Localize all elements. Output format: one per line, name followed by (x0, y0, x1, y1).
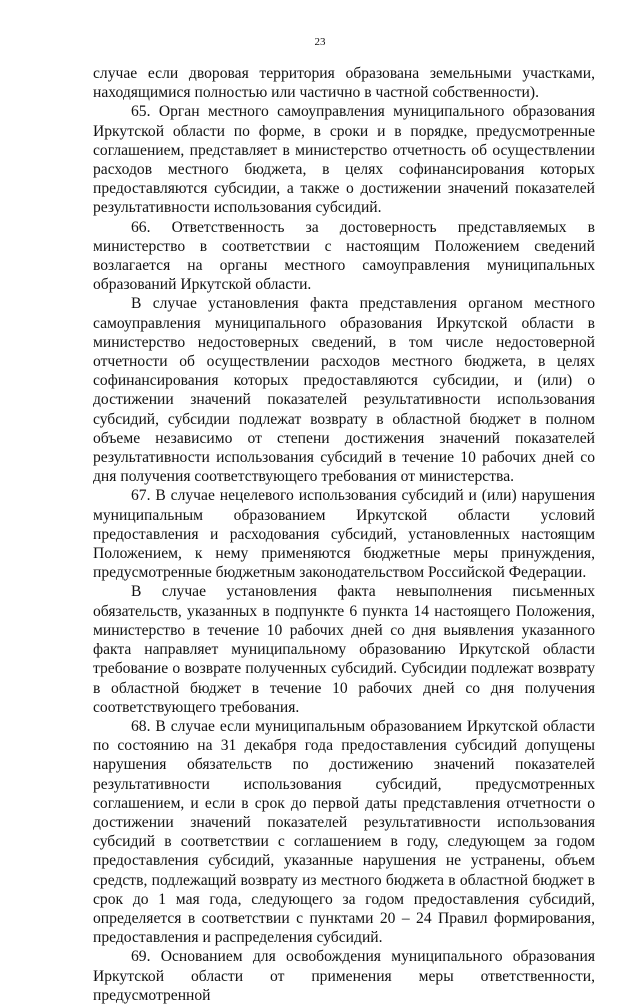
page-number: 23 (314, 36, 326, 48)
paragraph-68: 68. В случае если муниципальным образованием Иркутской области по состоянию на 31 декабря года предоставления субсидий допущены нарушения обязательств по достижению значений показателей результативности использования субсидий, предусмотренных соглашением, и если в срок до первой даты представления отчетности о достижении значений показателей результативности использования субсидий в соответствии с соглашением в году, следующем за годом предоставления субсидий, указанные нарушения не устранены, объем средств, подлежащий возврату из местного бюджета в областной бюджет в срок до 1 мая года, следующего за годом предоставления субсидий, определяется в соответствии с пунктами 20 – 24 Правил формирования, предоставления и распределения субсидий. (93, 717, 595, 947)
paragraph-69: 69. Основанием для освобождения муниципального образования Иркутской области от применения меры ответственности, предусмотренной (93, 948, 595, 1004)
paragraph-67: 67. В случае нецелевого использования субсидий и (или) нарушения муниципальным образованием Иркутской области условий предоставления и расходования субсидий, установленных настоящим Положением, к нему применяются бюджетные меры принуждения, предусмотренные бюджетным законодательством Российской Федерации. (93, 487, 595, 582)
paragraph-65: 65. Орган местного самоуправления муниципального образования Иркутской области по форме, в сроки и в порядке, предусмотренные соглашением, представляет в министерство отчетность об осуществлении расходов местного бюджета, в целях софинансирования которых предоставляются субсидии, а также о достижении значений показателей результативности использования субсидий. (93, 103, 595, 217)
document-body (93, 64, 595, 1005)
paragraph-66: 66. Ответственность за достоверность представляемых в министерство в соответствии с настоящим Положением сведений возлагается на органы местного самоуправления муниципальных образований Иркутской области. (93, 218, 595, 294)
paragraph-67-continued: В случае установления факта невыполнения письменных обязательств, указанных в подпункте 6 пункта 14 настоящего Положения, министерство в течение 10 рабочих дней со дня выявления указанного факта направляет муниципальному образованию Иркутской области требование о возврате полученных субсидий. Субсидии подлежат возврату в областной бюджет в течение 10 рабочих дней со дня получения соответствующего требования. (93, 583, 595, 716)
paragraph-66-continued: В случае установления факта представления органом местного самоуправления муниципального образования Иркутской области в министерство недостоверных сведений, в том числе недостоверной отчетности об осуществлении расходов местного бюджета, в целях софинансирования которых предоставляются субсидии, и (или) о достижении значений показателей результативности использования субсидий, субсидии подлежат возврату в областной бюджет в полном объеме независимо от степени достижения значений показателей результативности использования субсидий в течение 10 рабочих дней со дня получения соответствующего требования от министерства. (93, 295, 595, 486)
paragraph-continuation: случае если дворовая территория образована земельными участками, находящимися полностью или частично в частной собственности). (93, 65, 595, 102)
